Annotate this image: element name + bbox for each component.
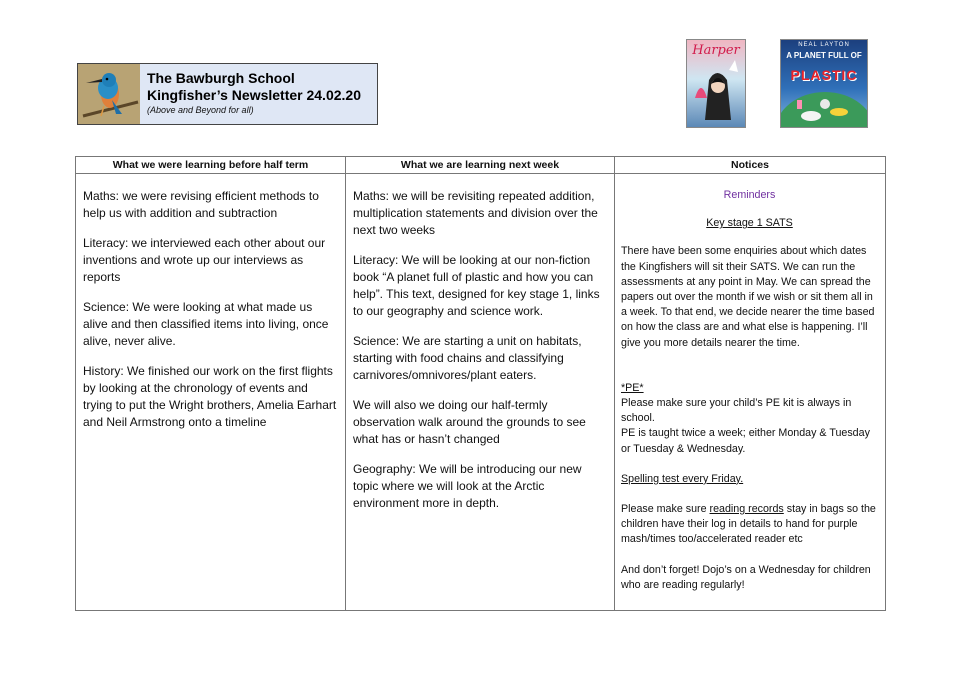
tagline: (Above and Beyond for all) (147, 105, 254, 115)
plastic-cover-title: PLASTIC (790, 67, 858, 83)
header-notices: Notices (615, 157, 886, 174)
maths-before: Maths: we were revising efficient methods to help us with addition and subtraction (83, 189, 319, 220)
science-next: Science: We are starting a unit on habitats, starting with food chains and classifying carnivores/omnivores/plant eaters. (353, 334, 582, 382)
reading-records-post: stay in bags so the children have their log in details to hand for purple mash/times too/accelerated reader etc (621, 503, 876, 546)
pe-kit-text: Please make sure your child’s PE kit is always in school. (621, 397, 852, 425)
book-cover-plastic (780, 39, 868, 128)
history-before: History: We finished our work on the first flights by looking at the chronology of events and trying to put the Wright brothers, Amelia Earhart and Neil Armstrong onto a timeline (83, 364, 337, 429)
newsletter-title: Kingfisher’s Newsletter 24.02.20 (147, 87, 361, 103)
reading-records-link: reading records (709, 503, 784, 516)
kingfisher-image (78, 64, 140, 124)
newsletter-header (77, 63, 378, 125)
plastic-cover-author: NEAL LAYTON (798, 42, 850, 48)
literacy-next: Literacy: We will be looking at our non-fiction book “A planet full of plastic and how you can help”. This text, designed for key stage 1, links to our geography and science work. (353, 253, 600, 318)
table-content-row (76, 174, 886, 611)
reading-records-notice (621, 502, 878, 548)
notices-cell (615, 174, 886, 611)
sats-text: There have been some enquiries about which dates the Kingfishers will sit their SATS. We can run the assessments at any point in May. We can spread the papers out over the month if we wish or sit them all in a week. To that end, we decide nearer the time based on how the class are and what else is happening. I’ll give you more details nearer the time. (621, 245, 875, 349)
reading-records-pre: Please make sure (621, 503, 710, 516)
header-next-week: What we are learning next week (346, 157, 615, 174)
geography-next: Geography: We will be introducing our new topic where we will look at the Arctic environment more in depth. (353, 462, 582, 510)
before-half-term-cell (76, 174, 346, 611)
reminders-heading: Reminders (723, 189, 776, 201)
observation-walk-next: We will also we doing our half-termly observation walk around the grounds to see what has or hasn’t changed (353, 398, 586, 446)
harper-cover-title: Harper (692, 43, 740, 58)
newsletter-table (75, 156, 886, 611)
table-header-row (76, 157, 886, 174)
dojo-notice: And don’t forget! Dojo’s on a Wednesday for children who are reading regularly! (621, 563, 871, 591)
pe-heading: *PE* (621, 381, 644, 394)
plastic-cover-subtitle: A PLANET FULL OF (786, 51, 862, 60)
literacy-before: Literacy: we interviewed each other about our inventions and wrote up our interviews as reports (83, 236, 326, 284)
science-before: Science: We were looking at what made us alive and then classified items into living, once alive, never alive. (83, 300, 329, 348)
header-before-half-term: What we were learning before half term (76, 157, 346, 174)
maths-next: Maths: we will be revisiting repeated addition, multiplication statements and division over the next two weeks (353, 189, 598, 237)
book-cover-harper (686, 39, 746, 128)
school-name: The Bawburgh School (147, 70, 295, 86)
kingfisher-photo (78, 64, 140, 124)
next-week-cell (346, 174, 615, 611)
sats-heading: Key stage 1 SATS (706, 217, 793, 230)
pe-days-text: PE is taught twice a week; either Monday & Tuesday or Tuesday & Wednesday. (621, 427, 870, 455)
spelling-test-notice: Spelling test every Friday. (621, 472, 744, 485)
header-text (140, 64, 361, 124)
